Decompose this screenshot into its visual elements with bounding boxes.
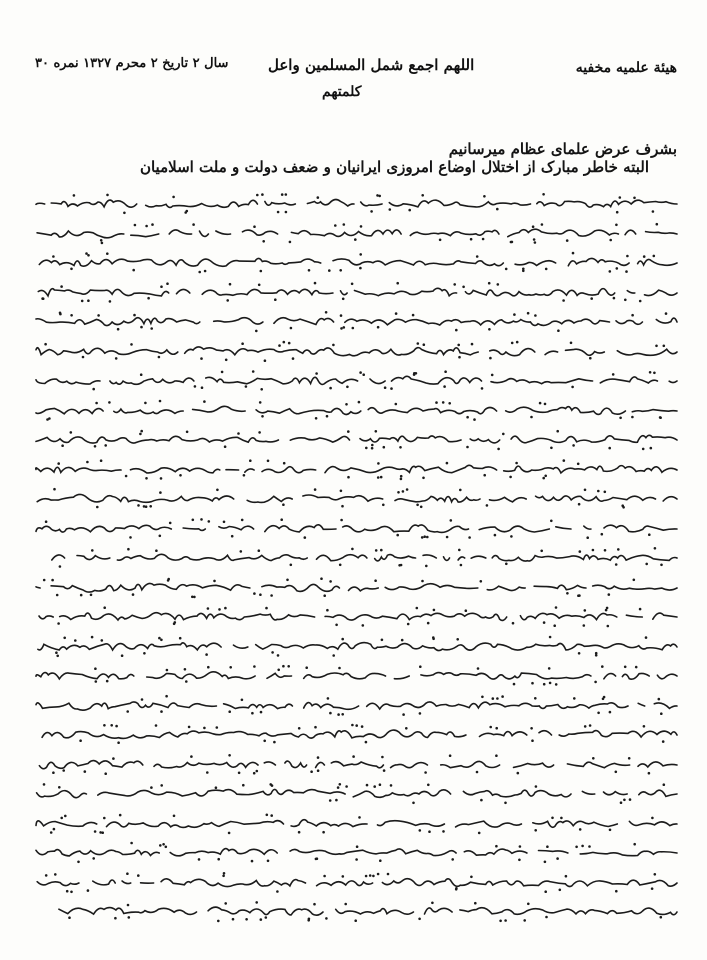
handwritten-line — [32, 218, 677, 248]
handwritten-line — [32, 424, 677, 454]
handwritten-line — [32, 306, 677, 336]
handwritten-line — [32, 778, 677, 808]
handwritten-line — [32, 837, 677, 867]
handwritten-line — [32, 572, 677, 602]
handwritten-line — [32, 601, 677, 631]
handwritten-line — [32, 542, 677, 572]
letter-title — [35, 140, 677, 176]
date-line: سال ۲ تاریخ ۲ محرم ۱۳۲۷ نمره ۳۰ — [35, 56, 229, 71]
invocation-continued: کلمتهم — [322, 84, 362, 100]
handwritten-line — [32, 867, 677, 897]
invocation: اللهم اجمع شمل المسلمین واعل — [268, 56, 475, 74]
addressee: بشرف عرض علمای عظام میرسانیم — [448, 140, 677, 158]
handwritten-line — [32, 660, 677, 690]
handwritten-line — [32, 631, 677, 661]
handwritten-line — [32, 513, 677, 543]
organization-name: هیئة علمیه مخفیه — [575, 60, 677, 76]
handwritten-line — [32, 749, 677, 779]
handwritten-line — [32, 896, 677, 926]
handwritten-line — [32, 277, 677, 307]
handwritten-line — [32, 395, 677, 425]
handwritten-line — [32, 719, 677, 749]
handwritten-line — [32, 454, 677, 484]
handwritten-line — [32, 690, 677, 720]
handwritten-line — [32, 483, 677, 513]
handwritten-line — [32, 365, 677, 395]
subject-line: البته خاطر مبارک از اختلال اوضاع امروزی ایرانیان و ضعف دولت و ملت اسلامیان — [139, 158, 649, 176]
handwritten-line — [32, 336, 677, 366]
letter-body — [32, 188, 677, 950]
handwritten-line — [32, 808, 677, 838]
handwritten-line — [32, 188, 677, 218]
handwritten-line — [32, 247, 677, 277]
